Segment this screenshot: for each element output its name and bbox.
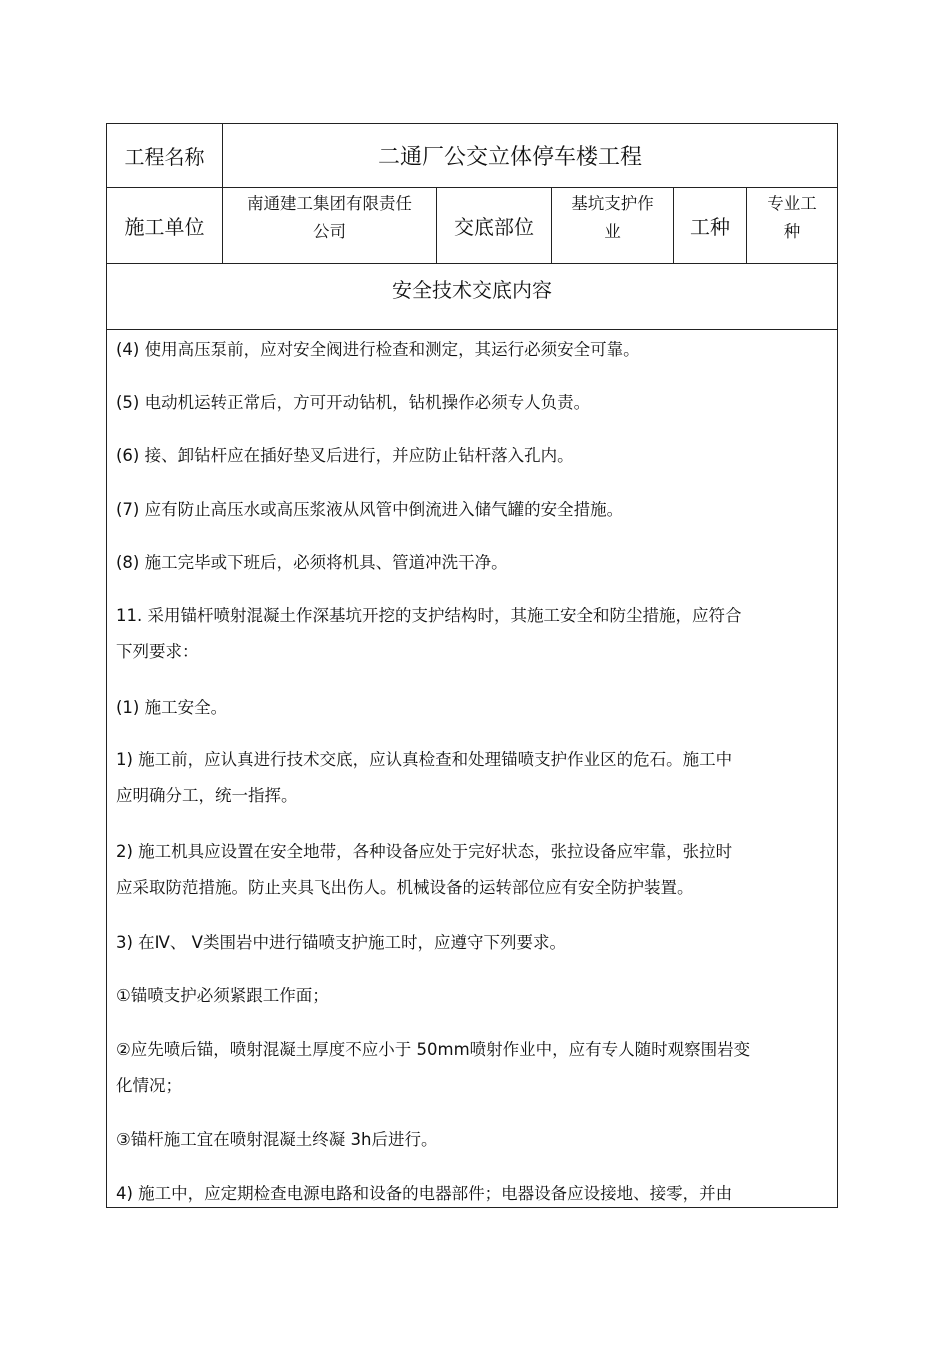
paragraph: 4) 施工中，应定期检查电源电路和设备的电器部件；电器设备应设接地、接零，并由 (116, 1184, 733, 1203)
paragraph: (8) 施工完毕或下班后，必须将机具、管道冲洗干净。 (116, 553, 508, 572)
section-title: 安全技术交底内容 (392, 278, 552, 302)
paragraph: (4) 使用高压泵前，应对安全阀进行检查和测定，其运行必须安全可靠。 (116, 340, 640, 359)
trade-value: 专业工 种 (767, 194, 817, 241)
paragraph: (5) 电动机运转正常后，方可开动钻机，钻机操作必须专人负责。 (116, 393, 591, 412)
paragraph: 3) 在Ⅳ、 Ⅴ类围岩中进行锚喷支护施工时，应遵守下列要求。 (116, 933, 566, 952)
paragraph: ③锚杆施工宜在喷射混凝土终凝 3h后进行。 (116, 1130, 438, 1149)
unit-value: 南通建工集团有限责任 公司 (223, 188, 437, 263)
section-title-row (107, 264, 837, 330)
paragraph: 11. 采用锚杆喷射混凝土作深基坑开挖的支护结构时，其施工安全和防尘措施，应符合 下列要求： (116, 606, 742, 661)
paragraph: ②应先喷后锚，喷射混凝土厚度不应小于 50mm喷射作业中，应有专人随时观察围岩变 化情况； (116, 1040, 751, 1095)
part-value: 基坑支护作 业 (552, 188, 674, 263)
disclosure-form (106, 123, 838, 1208)
unit-label: 施工单位 (107, 188, 223, 263)
paragraph: ①锚喷支护必须紧跟工作面； (116, 986, 329, 1005)
part-label: 交底部位 (437, 188, 552, 263)
project-label: 工程名称 (107, 124, 223, 187)
unit-row (107, 188, 837, 264)
paragraph: (6) 接、卸钻杆应在插好垫叉后进行，并应防止钻杆落入孔内。 (116, 446, 574, 465)
content-body (107, 330, 837, 1207)
paragraph: 1) 施工前，应认真进行技术交底，应认真检查和处理锚喷支护作业区的危石。施工中 应明确分工，统一指挥。 (116, 750, 733, 805)
paragraph: 2) 施工机具应设置在安全地带，各种设备应处于完好状态，张拉设备应牢靠，张拉时 应采取防范措施。防止夹具飞出伤人。机械设备的运转部位应有安全防护装置。 (116, 842, 733, 897)
project-row (107, 124, 837, 188)
paragraph: (1) 施工安全。 (116, 698, 228, 717)
trade-label: 工种 (674, 188, 747, 263)
paragraph: (7) 应有防止高压水或高压浆液从风管中倒流进入储气罐的安全措施。 (116, 500, 624, 519)
project-value: 二通厂公交立体停车楼工程 (377, 145, 642, 170)
